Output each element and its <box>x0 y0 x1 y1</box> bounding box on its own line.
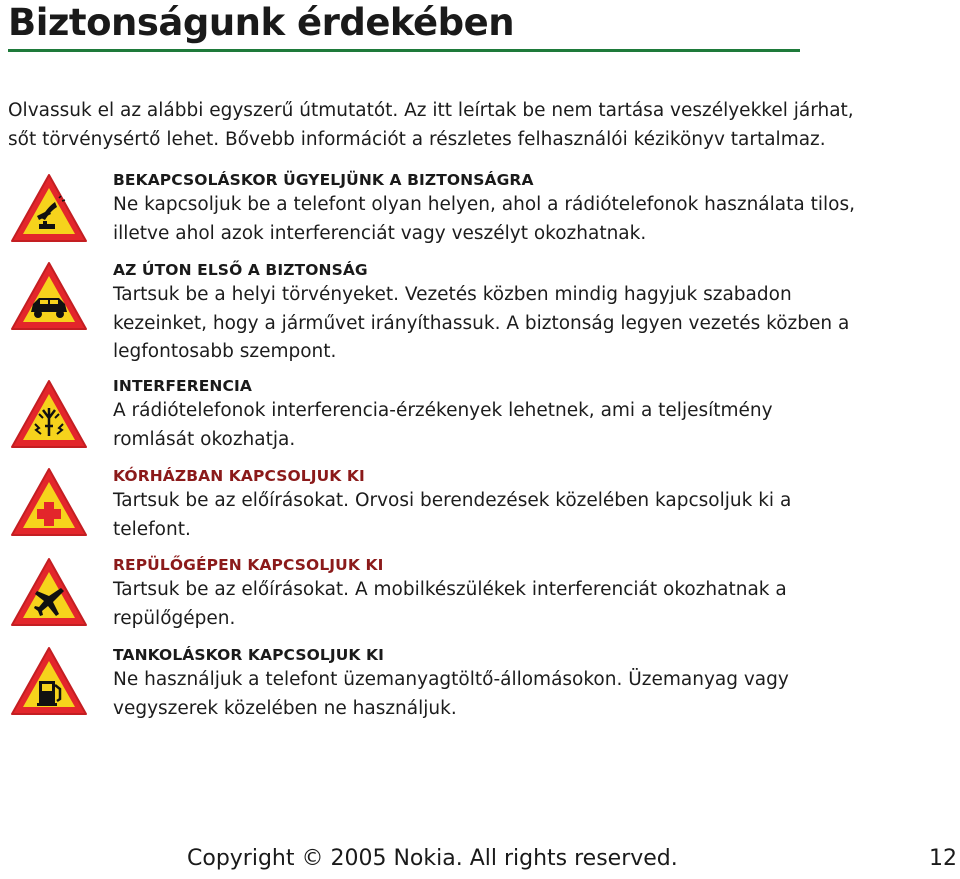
hand-phone-icon <box>9 172 89 244</box>
fuel-pump-icon <box>9 645 89 717</box>
section-line: A rádiótelefonok interferencia-érzékenyek lehetnek, ami a teljesítmény <box>113 400 773 421</box>
section-heading: BEKAPCSOLÁSKOR ÜGYELJÜNK A BIZTONSÁGRA <box>113 171 534 189</box>
section-body <box>113 397 943 454</box>
section-line: vegyszerek közelében ne használjuk. <box>113 697 457 719</box>
safety-section-refuelling <box>113 645 943 723</box>
section-line: illetve ahol azok interferenciát vagy veszélyt okozhatnak. <box>113 222 647 244</box>
section-line: repülőgépen. <box>113 607 236 629</box>
intro-line: sőt törvénysértő lehet. Bővebb információt a részletes felhasználói kézikönyv tartalmaz. <box>8 129 826 150</box>
section-heading: REPÜLŐGÉPEN KAPCSOLJUK KI <box>113 556 384 574</box>
section-heading: AZ ÚTON ELSŐ A BIZTONSÁG <box>113 261 368 279</box>
intro-line: Olvassuk el az alábbi egyszerű útmutatót. Az itt leírtak be nem tartása veszélyekkel járhat, <box>8 100 854 121</box>
airplane-icon <box>9 556 89 628</box>
section-body <box>113 487 943 544</box>
section-heading: INTERFERENCIA <box>113 377 252 395</box>
section-line: Ne használjuk a telefont üzemanyagtöltő-állomásokon. Üzemanyag vagy <box>113 669 789 690</box>
section-body <box>113 666 943 723</box>
section-line: telefont. <box>113 518 191 540</box>
intro-paragraph <box>8 96 948 154</box>
section-line: Tartsuk be az előírásokat. A mobilkészülékek interferenciát okozhatnak a <box>113 579 787 600</box>
section-line: romlását okozhatja. <box>113 428 296 450</box>
antenna-interference-icon <box>9 378 89 450</box>
section-line: legfontosabb szempont. <box>113 341 337 362</box>
page-title: Biztonságunk érdekében <box>8 1 515 44</box>
section-line: Tartsuk be a helyi törvényeket. Vezetés közben mindig hagyjuk szabadon <box>113 284 792 305</box>
section-line: Ne kapcsoljuk be a telefont olyan helyen, ahol a rádiótelefonok használata tilos, <box>113 194 855 215</box>
footer-copyright: Copyright © 2005 Nokia. All rights reserved. <box>187 846 678 871</box>
title-underline <box>8 49 800 52</box>
car-icon <box>9 260 89 332</box>
section-line: Tartsuk be az előírásokat. Orvosi berendezések közelében kapcsoljuk ki a <box>113 490 792 511</box>
page-number: 12 <box>929 846 957 871</box>
section-heading: TANKOLÁSKOR KAPCSOLJUK KI <box>113 646 384 664</box>
safety-section-road <box>113 260 943 367</box>
section-line: kezeinket, hogy a járművet irányíthassuk. A biztonság legyen vezetés közben a <box>113 312 850 334</box>
safety-section-interference <box>113 376 943 454</box>
section-heading: KÓRHÁZBAN KAPCSOLJUK KI <box>113 467 365 485</box>
safety-section-switch-on <box>113 170 943 248</box>
section-body <box>113 191 943 248</box>
section-body <box>113 576 943 633</box>
safety-section-hospital <box>113 466 943 544</box>
safety-section-aircraft <box>113 555 943 633</box>
medical-cross-icon <box>9 466 89 538</box>
section-body <box>113 281 943 367</box>
